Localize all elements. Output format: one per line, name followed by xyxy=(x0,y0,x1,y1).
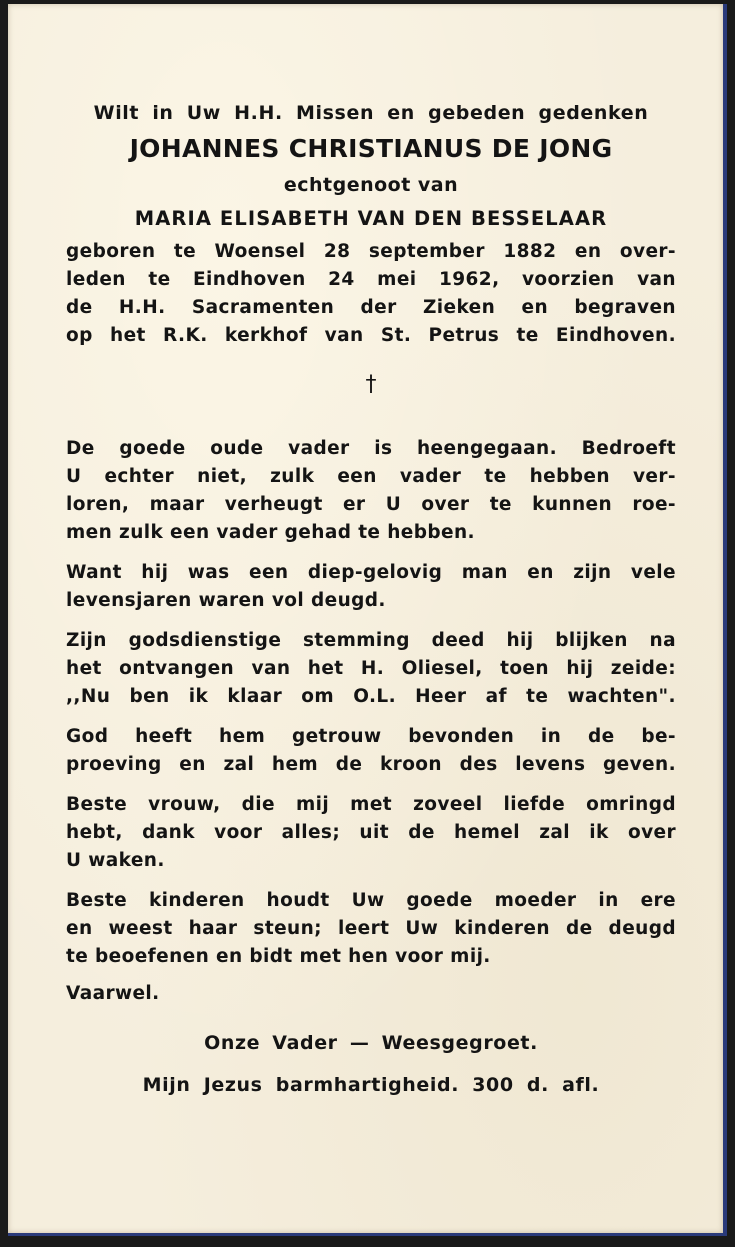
paragraph-line: loren, maar verheugt er U over te kunnen roe- xyxy=(66,494,676,515)
paragraph-line: Beste vrouw, die mij met zoveel liefde omringd xyxy=(66,794,676,815)
paragraph-line: U waken. xyxy=(66,850,165,871)
paragraph-line: Want hij was een diep-gelovig man en zijn vele xyxy=(66,562,676,583)
biography-line: de H.H. Sacramenten der Zieken en begraven xyxy=(66,297,676,318)
paragraph-faith xyxy=(66,559,676,615)
deceased-name: JOHANNES CHRISTIANUS DE JONG xyxy=(129,134,613,163)
biography-line: leden te Eindhoven 24 mei 1962, voorzien van xyxy=(66,269,676,290)
paragraph-line: U echter niet, zulk een vader te hebben ver- xyxy=(66,466,676,487)
paragraph-line: men zulk een vader gehad te hebben. xyxy=(66,522,475,543)
paragraph-line: het ontvangen van het H. Oliesel, toen hij zeide: xyxy=(66,658,676,679)
spouse-intro: echtgenoot van xyxy=(283,174,459,196)
cross-icon: † xyxy=(365,372,377,397)
biography-line: geboren te Woensel 28 september 1882 en over- xyxy=(66,241,676,262)
paragraph-line: te beoefenen en bidt met hen voor mij. xyxy=(66,946,491,967)
farewell: Vaarwel. xyxy=(66,983,160,1004)
biography xyxy=(66,238,676,350)
card-content xyxy=(66,102,676,1096)
paragraph-oliesel xyxy=(66,627,676,711)
paragraph-line: Beste kinderen houdt Uw goede moeder in ere xyxy=(66,890,676,911)
paragraph-wife xyxy=(66,791,676,875)
paragraph-line: proeving en zal hem de kroon des levens geven. xyxy=(66,754,676,775)
spouse-name: MARIA ELISABETH VAN DEN BESSELAAR xyxy=(134,207,608,230)
intro-line: Wilt in Uw H.H. Missen en gebeden gedenken xyxy=(93,102,649,124)
paragraph-line: God heeft hem getrouw bevonden in de be- xyxy=(66,726,676,747)
biography-line: op het R.K. kerkhof van St. Petrus te Eindhoven. xyxy=(66,325,676,346)
paragraph-trial xyxy=(66,723,676,779)
paragraph-line: Zijn godsdienstige stemming deed hij blijken na xyxy=(66,630,676,651)
paragraph-line: hebt, dank voor alles; uit de hemel zal ik over xyxy=(66,822,676,843)
memorial-card xyxy=(8,4,727,1236)
paragraph-children xyxy=(66,887,676,971)
prayer-line: Onze Vader — Weesgegroet. xyxy=(204,1032,538,1054)
indulgence-line: Mijn Jezus barmhartigheid. 300 d. afl. xyxy=(142,1074,600,1096)
paragraph-father xyxy=(66,435,676,547)
paragraph-line: ,,Nu ben ik klaar om O.L. Heer af te wachten". xyxy=(66,686,676,707)
paragraph-line: De goede oude vader is heengegaan. Bedroeft xyxy=(66,438,676,459)
paragraph-line: en weest haar steun; leert Uw kinderen de deugd xyxy=(66,918,676,939)
paragraph-line: levensjaren waren vol deugd. xyxy=(66,590,386,611)
